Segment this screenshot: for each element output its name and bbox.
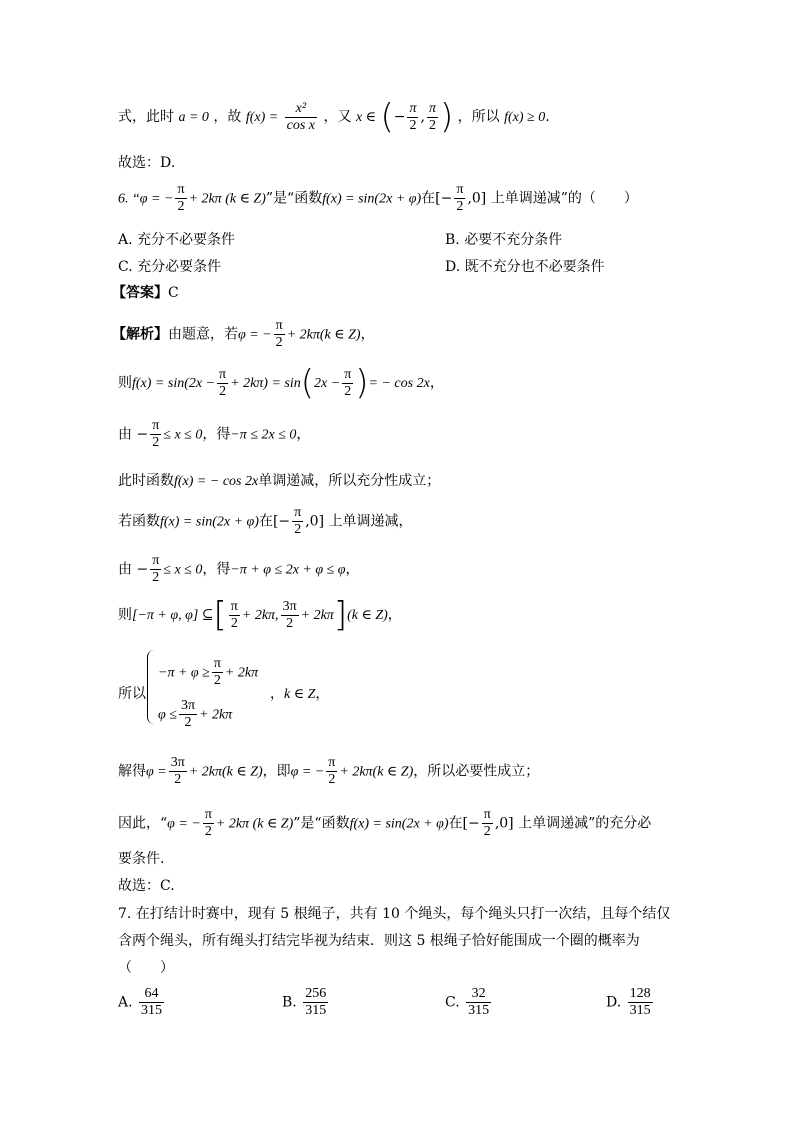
q6-option-d[interactable]: D. 既不充分也不必要条件 bbox=[445, 259, 605, 275]
q6-analysis-8-label: 所以 bbox=[118, 686, 146, 702]
q6-analysis-7: 则[−π + φ, φ] ⊆[ $\frac{\pi}{2}$ + 2kπ, $\frac{3\pi}{2}$ + 2kπ](k ∈ Z)， bbox=[118, 595, 402, 635]
q6-option-b[interactable]: B. 必要不充分条件 bbox=[445, 232, 563, 248]
q6-analysis-4: 此时函数f(x) = − cos 2x单调递减，所以充分性成立； bbox=[118, 473, 441, 489]
q6-analysis-10: 因此，“φ = − $\frac{\pi}{2}$ + 2kπ (k ∈ Z)”是“函数f(x) = sin(2x + φ)在[− $\frac{\pi}{2}$ ,0] 上单调递减”的充分必 bbox=[118, 807, 652, 839]
q6-system-suffix: ，k ∈ Z， bbox=[270, 686, 330, 702]
q6-analysis-3: 由 − $\frac{\pi}{2}$ ≤ x ≤ 0，得−π ≤ 2x ≤ 0， bbox=[118, 418, 311, 450]
q6-option-c[interactable]: C. 充分必要条件 bbox=[118, 259, 222, 275]
q6-analysis-2: 则f(x) = sin(2x − $\frac{\pi}{2}$ + 2kπ) = sin(2x − $\frac{\pi}{2}$ )= − cos 2x， bbox=[118, 363, 444, 403]
q7-option-d[interactable]: D. $\frac{128}{315}$ bbox=[606, 986, 651, 1018]
q6-system-row-2: φ ≤ $\frac{3\pi}{2}$ + 2kπ bbox=[158, 698, 233, 730]
q6-answer: 【答案】C bbox=[112, 285, 179, 301]
q6-analysis-10b: 要条件. bbox=[118, 851, 165, 867]
fraction: $\frac{\text{x²}}{\text{cos x}}$ bbox=[286, 100, 316, 133]
q7-option-c[interactable]: C. $\frac{32}{315}$ bbox=[445, 986, 490, 1018]
q7-stem-1: 7. 在打结计时赛中，现有 5 根绳子，共有 10 个绳头，每个绳头只打一次结，且每个结仅 bbox=[118, 906, 671, 922]
brace-icon bbox=[147, 650, 154, 724]
q6-stem: 6. “φ = − $\frac{\pi}{2}$ + 2kπ (k ∈ Z)”是“函数f(x) = sin(2x + φ)在[− $\frac{\pi}{2}$ ,0] 上单调递减”的（ ） bbox=[118, 182, 638, 214]
q6-analysis-5: 若函数f(x) = sin(2x + φ)在[− $\frac{\pi}{2}$ ,0] 上单调递减， bbox=[118, 505, 413, 537]
q7-option-a[interactable]: A. $\frac{64}{315}$ bbox=[118, 986, 163, 1018]
q7-stem-3: （ ） bbox=[118, 960, 174, 976]
q6-analysis-6: 由 − $\frac{\pi}{2}$ ≤ x ≤ 0，得−π + φ ≤ 2x + φ ≤ φ， bbox=[118, 553, 360, 585]
q6-choice: 故选：C. bbox=[118, 878, 175, 894]
q6-analysis-9: 解得φ = $\frac{3\pi}{2}$ + 2kπ(k ∈ Z)，即φ = − $\frac{\pi}{2}$ + 2kπ(k ∈ Z)，所以必要性成立； bbox=[118, 755, 540, 787]
q6-analysis-1: 【解析】由题意，若φ = − $\frac{\pi}{2}$ + 2kπ(k ∈ Z)， bbox=[112, 318, 375, 350]
q6-system-row-1: −π + φ ≥ $\frac{\pi}{2}$ + 2kπ bbox=[158, 656, 259, 688]
prev-solution-line: 式，此时 a = 0 ，故 f(x) = $\frac{\text{x²}}{\text{cos x}}$ ，又 x ∈ (− $\frac{\pi}{2}$ , $\frac{\pi}{2}$ ) ，所以 f(x) ≥ 0. bbox=[118, 97, 550, 137]
q7-option-b[interactable]: B. $\frac{256}{315}$ bbox=[282, 986, 327, 1018]
prev-choice: 故选：D. bbox=[118, 155, 176, 171]
q6-option-a[interactable]: A. 充分不必要条件 bbox=[118, 232, 236, 248]
q7-stem-2: 含两个绳头，所有绳头打结完毕视为结束．则这 5 根绳子恰好能围成一个圈的概率为 bbox=[118, 933, 640, 949]
